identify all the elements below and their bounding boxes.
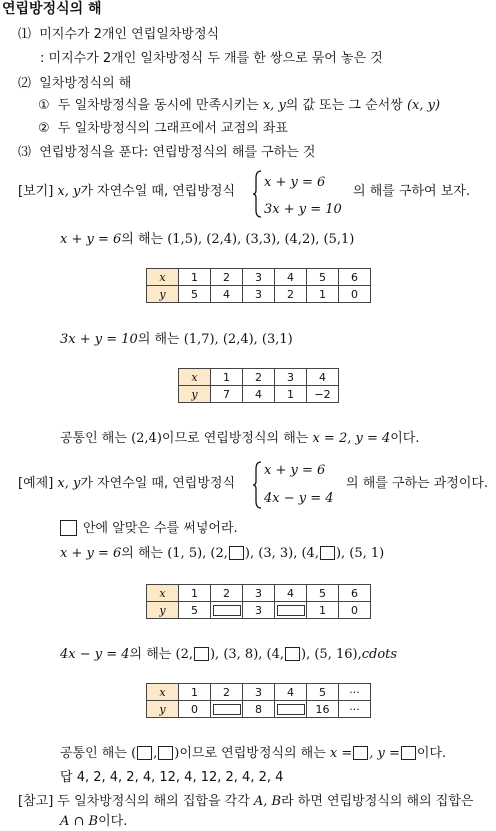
example2-sol2-eq: 4x − y = 4 (60, 647, 130, 662)
table-cell: 5 (179, 602, 211, 619)
table-cell: 3 (243, 684, 275, 701)
table-cell: 4 (211, 286, 243, 303)
table-cell: 1 (307, 286, 339, 303)
example2-concl-a: 공통인 해는 (60, 746, 127, 761)
table-cell: 0 (339, 286, 371, 303)
example2-sol2-p1: (2, (175, 647, 193, 662)
blank-box (320, 546, 335, 560)
table-row-y (179, 386, 339, 403)
table-cell: ··· (339, 701, 371, 718)
example2-intro (18, 475, 235, 493)
note-text1: 두 일차방정식의 해의 집합을 각각 (57, 794, 250, 809)
example2-sol1-p2: ), (3, 3), (4, (244, 546, 319, 561)
table-3 (146, 584, 371, 619)
blank-box (401, 746, 416, 760)
table-cell: 6 (339, 585, 371, 602)
example2-concl-end: 이다. (416, 746, 447, 761)
table-row-y (147, 286, 371, 303)
example1-intro (18, 183, 235, 201)
table-cell: 5 (179, 286, 211, 303)
note-intersection: A ∩ B (60, 814, 99, 829)
example2-sol1-mid: 의 해는 (121, 546, 164, 561)
table-cell: 3 (243, 286, 275, 303)
blank-box (213, 704, 241, 715)
table-blank-cell (275, 602, 307, 619)
table-cell: 4 (275, 684, 307, 701)
example1-sol1 (60, 231, 354, 249)
item-1-text: 미지수가 2개인 연립일차방정식 (39, 27, 220, 42)
example2-eq1: x + y = 6 (264, 463, 326, 478)
item-2b-text: 두 일차방정식의 그래프에서 교점의 좌표 (57, 121, 288, 136)
example2-instruction (60, 520, 238, 538)
note (18, 793, 473, 811)
example2-sol2 (60, 646, 397, 664)
item-2b (38, 120, 288, 138)
item-1 (18, 26, 219, 44)
table-cell: 4 (275, 585, 307, 602)
table-cell: 2 (243, 369, 275, 386)
example1-concl-a: 공통인 해는 (60, 431, 127, 446)
blank-box (213, 605, 241, 616)
table-row-x (179, 369, 339, 386)
table-header-y: y (179, 386, 211, 403)
example2-sol2-cdots: cdots (361, 647, 398, 662)
table-cell: 2 (211, 585, 243, 602)
example2-concl-y: , y = (369, 746, 400, 761)
item-2a-text2: 의 값 또는 그 순서쌍 (285, 98, 403, 113)
table-cell: 3 (243, 269, 275, 286)
table-header-y: y (147, 701, 179, 718)
example2-sol2-p2: ), (3, 8), (4, (209, 647, 285, 662)
item-2 (18, 75, 131, 93)
table-row-x (147, 585, 371, 602)
example1-intro-text: 가 자연수일 때, 연립방정식 (80, 184, 236, 199)
table-header-x: x (147, 585, 179, 602)
example2-answer: 답 4, 2, 4, 2, 4, 12, 4, 12, 2, 4, 2, 4 (60, 770, 284, 785)
table-cell: 3 (243, 585, 275, 602)
table-cell: 1 (307, 602, 339, 619)
blank-box (229, 546, 244, 560)
table-cell: −2 (307, 386, 339, 403)
example1-conclusion (60, 430, 420, 448)
example1-concl-b: 이므로 연립방정식의 해는 (161, 431, 309, 446)
item-2-text: 일차방정식의 해 (39, 76, 132, 91)
example2-ask: 의 해를 구하는 과정이다. (346, 476, 489, 491)
table-cell: 2 (211, 684, 243, 701)
page-title: 연립방정식의 해 (2, 1, 102, 17)
note-text3: 이다. (98, 814, 128, 829)
table-cell: 2 (211, 269, 243, 286)
item-2a-num: ① (38, 98, 50, 113)
table-cell: 0 (339, 602, 371, 619)
table-cell: 2 (275, 286, 307, 303)
example1-sol2-pairs: (1,7), (2,4), (3,1) (183, 332, 293, 347)
table-1 (146, 268, 371, 303)
table-cell: ··· (339, 684, 371, 701)
note-text2: 라 하면 연립방정식의 해의 집합은 (281, 794, 474, 809)
item-3-text: 연립방정식을 푼다: 연립방정식의 해를 구하는 것 (39, 145, 316, 160)
example2-sol2-mid: 의 해는 (129, 647, 172, 662)
table-row-y (147, 602, 371, 619)
example1-eq2: 3x + y = 10 (264, 202, 342, 217)
table-cell: 5 (307, 269, 339, 286)
example2-sol1-p1: (1, 5), (2, (167, 546, 228, 561)
table-4 (146, 683, 371, 718)
item-2a-text1: 두 일차방정식을 동시에 만족시키는 (57, 98, 259, 113)
table-header-y: y (147, 602, 179, 619)
table-cell: 3 (243, 602, 275, 619)
example2-eq2: 4x − y = 4 (264, 491, 334, 506)
table-cell: 1 (179, 585, 211, 602)
table-cell: 7 (211, 386, 243, 403)
example1-tag: [보기] (18, 184, 54, 199)
example1-brace (252, 170, 262, 218)
table-cell: 4 (243, 386, 275, 403)
item-2a-math1: x, y (262, 98, 286, 113)
example2-instr-text: 안에 알맞은 수를 써넣어라. (83, 521, 238, 536)
example2-concl-x: x = (329, 746, 353, 761)
example2-sol1-p3: ), (5, 1) (335, 546, 385, 561)
example1-sol2-mid: 의 해는 (137, 332, 180, 347)
table-header-y: y (147, 286, 179, 303)
example1-vars: x, y (57, 184, 81, 199)
example1-ask: 의 해를 구하여 보자. (353, 184, 470, 199)
table-cell: 5 (307, 585, 339, 602)
table-cell: 1 (179, 269, 211, 286)
example2-tag: [예제] (18, 476, 54, 491)
example2-concl-b: 이므로 연립방정식의 해는 (179, 746, 326, 761)
blank-box (137, 746, 152, 760)
example1-sol1-mid: 의 해는 (121, 232, 164, 247)
blank-box (158, 746, 173, 760)
example1-sol1-pairs: (1,5), (2,4), (3,3), (4,2), (5,1) (167, 232, 355, 247)
example1-eq1: x + y = 6 (264, 175, 326, 190)
table-header-x: x (147, 684, 179, 701)
item-1-label: ⑴ (18, 27, 32, 42)
example2-conclusion: 공통인 해는 ( , )이므로 연립방정식의 해는 x = , y = 이다. (60, 746, 447, 761)
item-1-definition: : 미지수가 2개인 일차방정식 두 개를 한 쌍으로 묶어 놓은 것 (40, 51, 383, 66)
item-2-label: ⑵ (18, 76, 32, 91)
table-cell: 16 (307, 701, 339, 718)
table-header-x: x (147, 269, 179, 286)
table-row-y (147, 701, 371, 718)
table-cell: 4 (275, 269, 307, 286)
item-3-label: ⑶ (18, 145, 32, 160)
note-tag: [참고] (18, 794, 54, 809)
example1-concl-end: 이다. (390, 431, 420, 446)
table-2 (178, 368, 339, 403)
example1-sol2 (60, 331, 293, 349)
example2-brace (252, 461, 262, 509)
note-sets: A, B (253, 794, 282, 809)
table-cell: 8 (243, 701, 275, 718)
table-cell: 1 (211, 369, 243, 386)
blank-box (353, 746, 368, 760)
blank-box (194, 647, 209, 661)
table-row-x (147, 269, 371, 286)
example2-intro-text: 가 자연수일 때, 연립방정식 (80, 476, 236, 491)
table-cell: 1 (275, 386, 307, 403)
table-cell: 3 (275, 369, 307, 386)
table-cell: 6 (339, 269, 371, 286)
blank-box (285, 647, 300, 661)
item-3 (18, 144, 315, 162)
blank-box (277, 704, 305, 715)
answer-box (60, 520, 77, 536)
example2-vars: x, y (57, 476, 81, 491)
table-blank-cell (211, 602, 243, 619)
example1-sol2-eq: 3x + y = 10 (60, 332, 138, 347)
blank-box (277, 605, 305, 616)
item-2b-num: ② (38, 121, 50, 136)
table-header-x: x (179, 369, 211, 386)
table-cell: 4 (307, 369, 339, 386)
item-2a (38, 97, 440, 115)
example1-sol1-eq: x + y = 6 (60, 232, 122, 247)
table-cell: 1 (179, 684, 211, 701)
example1-concl-ans: x = 2, y = 4 (312, 431, 391, 446)
example2-sol1-eq: x + y = 6 (60, 546, 122, 561)
example2-sol1 (60, 545, 384, 563)
table-row-x (147, 684, 371, 701)
note-line2 (60, 813, 127, 831)
table-cell: 0 (179, 701, 211, 718)
item-2a-math2: (x, y) (406, 98, 441, 113)
table-blank-cell (275, 701, 307, 718)
table-blank-cell (211, 701, 243, 718)
example2-sol2-p3: ), (5, 16), (301, 647, 362, 662)
table-cell: 5 (307, 684, 339, 701)
example1-concl-pair: (2,4) (131, 431, 162, 446)
